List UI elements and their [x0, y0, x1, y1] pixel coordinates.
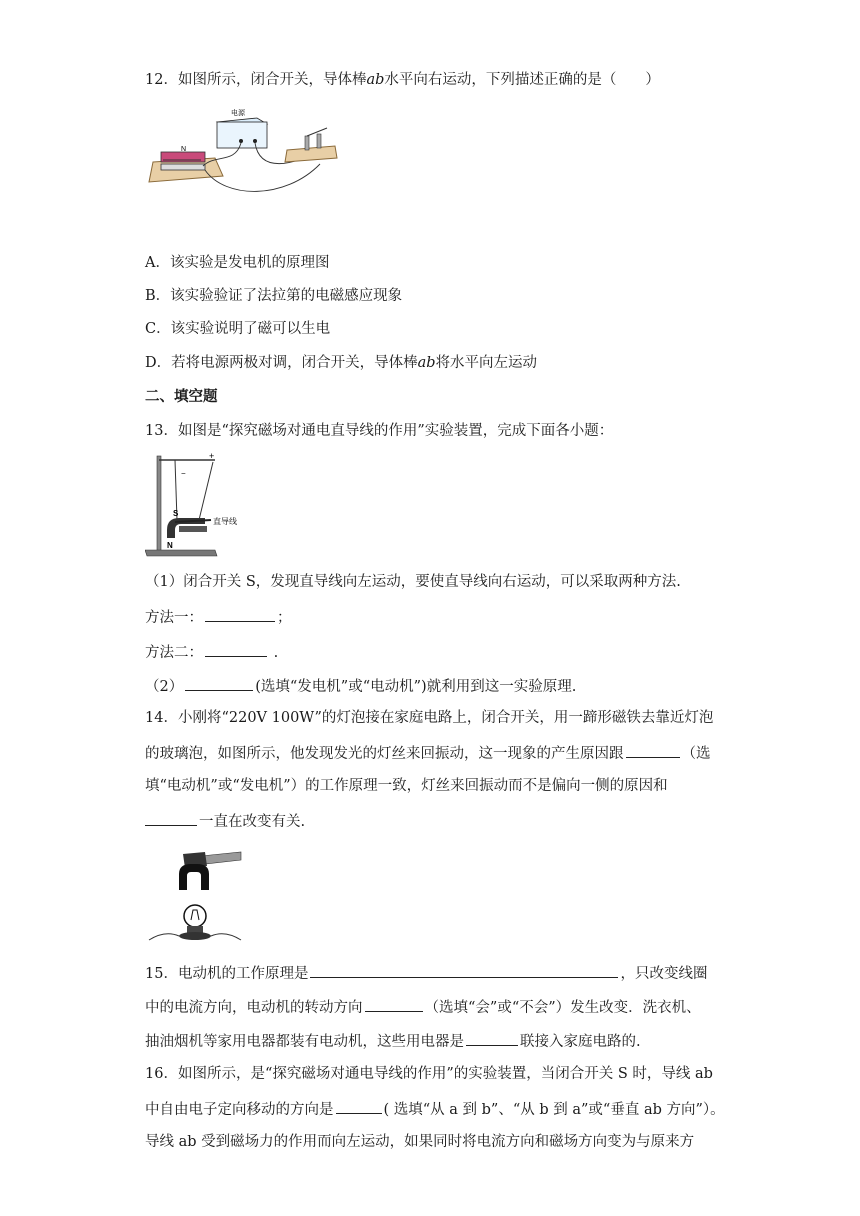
- q16-blank-1[interactable]: [336, 1098, 382, 1114]
- q13-blank-1[interactable]: [205, 606, 275, 622]
- q15-blank-1[interactable]: [310, 962, 618, 978]
- q14-line-3: 填“电动机”或“发电机”）的工作原理一致，灯丝来回振动而不是偏向一侧的原因和: [145, 778, 668, 794]
- q14-line-4: 一直在改变有关.: [145, 810, 305, 832]
- q13-part1: （1）闭合开关 S，发现直导线向左运动，要使直导线向右运动，可以采取两种方法.: [145, 574, 681, 590]
- q14-line-1: 14．小刚将“220V 100W”的灯泡接在家庭电路上，闭合开关，用一蹄形磁铁去靠近灯泡: [145, 710, 714, 726]
- q12-option-a: A．该实验是发电机的原理图: [145, 255, 330, 271]
- q15-blank-2[interactable]: [365, 996, 423, 1012]
- q14-blank-1[interactable]: [626, 742, 680, 758]
- q14-blank-2[interactable]: [145, 810, 197, 826]
- q13-method1: 方法一： ；: [145, 606, 292, 628]
- q13-stem: 13．如图是“探究磁场对通电直导线的作用”实验装置，完成下面各小题：: [145, 423, 614, 439]
- q13-method2: 方法二： .: [145, 641, 278, 663]
- q14-figure: [145, 846, 245, 948]
- q13-figure: [145, 450, 255, 560]
- q12-label-power: 电源: [231, 110, 245, 117]
- q16-line-1: 16．如图所示，是“探究磁场对通电导线的作用”的实验装置，当闭合开关 S 时，导线 ab: [145, 1066, 713, 1082]
- q14-line-2: 的玻璃泡，如图所示，他发现发光的灯丝来回振动，这一现象的产生原因跟 （选: [145, 742, 711, 764]
- q13-minus: −: [181, 469, 186, 478]
- q13-part2: （2） (选填“发电机”或“电动机”)就利用到这一实验原理.: [145, 675, 576, 697]
- q12-label-n: N: [181, 146, 187, 153]
- q12-stem: 12．如图所示，闭合开关，导体棒ab水平向右运动，下列描述正确的是（ ）: [145, 72, 660, 88]
- q16-line-3: 导线 ab 受到磁场力的作用而向左运动，如果同时将电流方向和磁场方向变为与原来方: [145, 1134, 695, 1150]
- section-title: 二、填空题: [145, 388, 218, 405]
- q12-option-b: B．该实验验证了法拉第的电磁感应现象: [145, 288, 403, 304]
- q13-blank-3[interactable]: [185, 675, 253, 691]
- q13-n: N: [167, 541, 173, 550]
- q12-option-c: C．该实验说明了磁可以生电: [145, 321, 331, 337]
- q15-line-2: 中的电流方向，电动机的转动方向 （选填“会”或“不会”）发生改变．洗衣机、: [145, 996, 701, 1018]
- q13-wire-label: 直导线: [213, 517, 237, 526]
- q12-option-d: D．若将电源两极对调，闭合开关，导体棒ab将水平向左运动: [145, 355, 538, 371]
- q13-plus: +: [209, 451, 215, 461]
- q15-line-1: 15．电动机的工作原理是 ，只改变线圈: [145, 962, 707, 984]
- q15-blank-3[interactable]: [466, 1030, 518, 1046]
- q15-line-3: 抽油烟机等家用电器都装有电动机，这些用电器是 联接入家庭电路的.: [145, 1030, 641, 1052]
- q13-s: S: [173, 509, 179, 518]
- q13-blank-2[interactable]: [205, 641, 267, 657]
- q12-figure: [145, 104, 340, 200]
- q16-line-2: 中自由电子定向移动的方向是 ( 选填“从 a 到 b”、“从 b 到 a”或“垂直 ab 方向”）。: [145, 1098, 725, 1120]
